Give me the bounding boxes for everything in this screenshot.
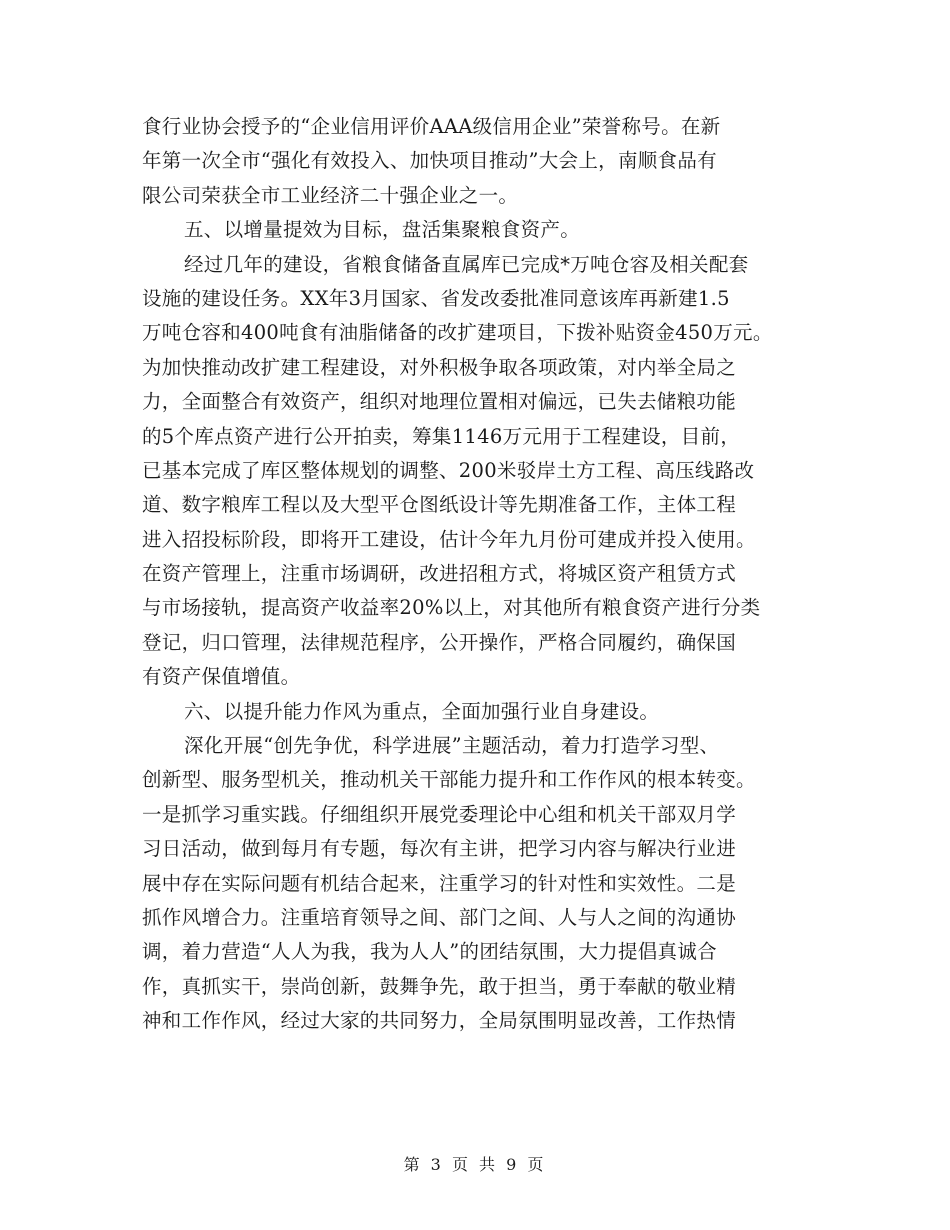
text-line: 抓作风增合力。注重培育领导之间、部门之间、人与人之间的沟通协: [142, 905, 737, 929]
text-line: 有资产保值增值。: [142, 665, 301, 689]
text-line: 调，着力营造“人人为我，我为人人”的团结氛围，大力提倡真诚合: [142, 940, 717, 964]
text-line: 为加快推动改扩建工程建设，对外积极争取各项政策，对内举全局之: [142, 355, 737, 379]
text-line: 在资产管理上，注重市场调研，改进招租方式，将城区资产租赁方式: [142, 562, 737, 586]
text-line: 创新型、服务型机关，推动机关干部能力提升和工作作风的根本转变。: [142, 768, 756, 792]
paragraph-start-line: 经过几年的建设，省粮食储备直属库已完成*万吨仓容及相关配套: [184, 252, 749, 276]
paragraph-start-line: 深化开展“创先争优，科学进展”主题活动，着力打造学习型、: [184, 734, 720, 758]
text-line: 的5个库点资产进行公开拍卖，筹集1146万元用于工程建设，目前，: [142, 424, 741, 448]
page-number-footer: 第 3 页 共 9 页: [403, 1155, 547, 1174]
text-line: 已基本完成了库区整体规划的调整、200米驳岸土方工程、高压线路改: [142, 458, 755, 482]
text-line: 食行业协会授予的“企业信用评价AAA级信用企业”荣誉称号。在新: [142, 115, 721, 138]
text-line: 万吨仓容和400吨食有油脂储备的改扩建项目，下拨补贴资金450万元。: [142, 321, 773, 345]
text-line: 作，真抓实干，崇尚创新，鼓舞争先，敢于担当，勇于奉献的敬业精: [142, 974, 737, 998]
text-line: 习日活动，做到每月有专题，每次有主讲，把学习内容与解决行业进: [142, 837, 737, 861]
text-line: 限公司荣获全市工业经济二十强企业之一。: [142, 183, 519, 207]
text-line: 设施的建设任务。XX年3月国家、省发改委批准同意该库再新建1.5: [142, 286, 730, 310]
section-heading: 六、以提升能力作风为重点，全面加强行业自身建设。: [184, 699, 660, 723]
text-line: 神和工作作风，经过大家的共同努力，全局氛围明显改善，工作热情: [142, 1009, 737, 1033]
text-line: 登记，归口管理，法律规范程序，公开操作，严格合同履约，确保国: [142, 630, 737, 654]
text-line: 年第一次全市“强化有效投入、加快项目推动”大会上，南顺食品有: [142, 149, 717, 173]
text-line: 与市场接轨，提高资产收益率20%以上，对其他所有粮食资产进行分类: [142, 596, 761, 620]
text-line: 力，全面整合有效资产，组织对地理位置相对偏远，已失去储粮功能: [142, 390, 737, 414]
body-text: [142, 110, 822, 1039]
text-line: 道、数字粮库工程以及大型平仓图纸设计等先期准备工作，主体工程: [142, 493, 737, 517]
text-line: 进入招投标阶段，即将开工建设，估计今年九月份可建成并投入使用。: [142, 527, 756, 551]
text-line: 展中存在实际问题有机结合起来，注重学习的针对性和实效性。二是: [142, 871, 737, 895]
section-heading: 五、以增量提效为目标，盘活集聚粮食资产。: [184, 218, 581, 242]
text-line: 一是抓学习重实践。仔细组织开展党委理论中心组和机关干部双月学: [142, 802, 737, 826]
